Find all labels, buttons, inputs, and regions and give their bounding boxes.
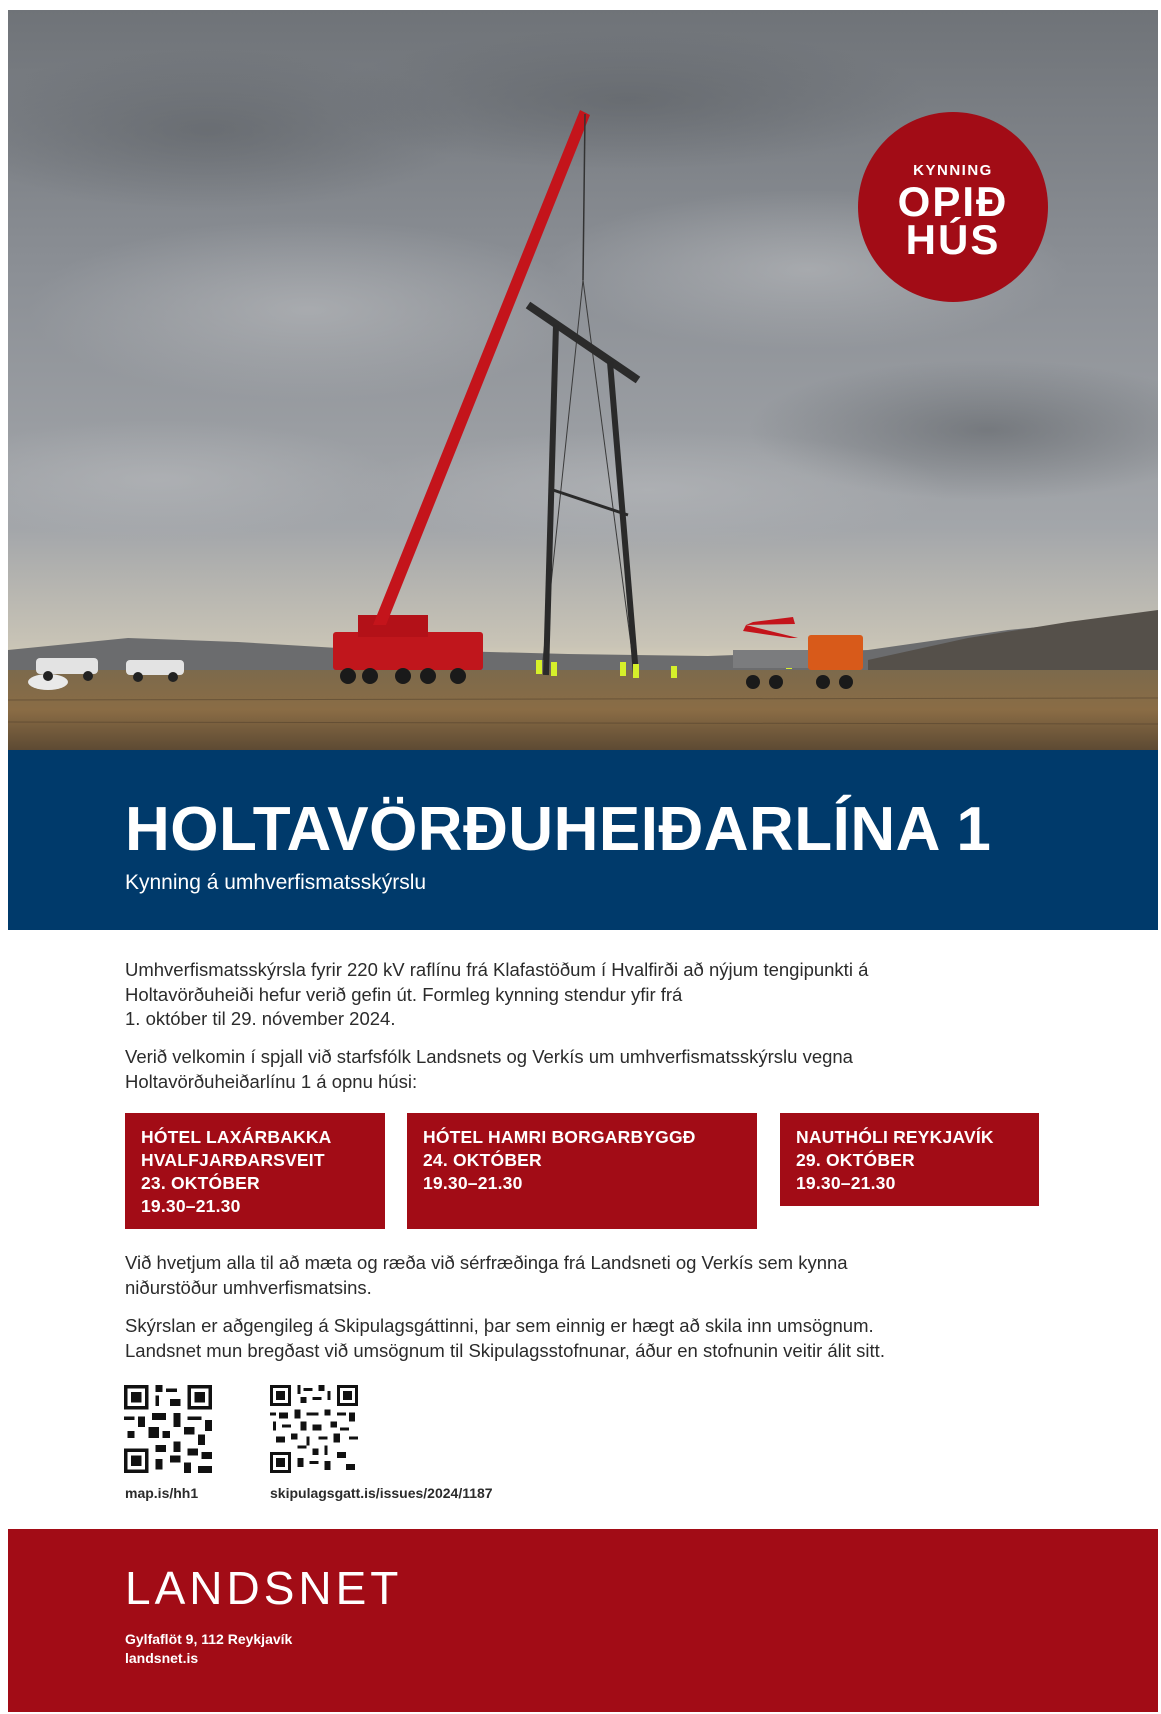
- hero-photo: [8, 10, 1158, 750]
- qr-label-skipulagsgatt[interactable]: skipulagsgatt.is/issues/2024/1187: [270, 1485, 493, 1501]
- event-card-hamar: [407, 1113, 757, 1229]
- event-place: HÓTEL LAXÁRBAKKA: [141, 1127, 332, 1147]
- event-date: 24. OKTÓBER: [423, 1150, 542, 1170]
- event-time: 19.30–21.30: [796, 1173, 896, 1193]
- intro-line: Umhverfismatsskýrsla fyrir 220 kV raflínu frá Klafastöðum í Hvalfirði að nýjum tengipunkti á: [125, 959, 869, 980]
- badge-line-1: OPIÐ: [897, 178, 1009, 225]
- event-card-laxarbakki: [125, 1113, 385, 1229]
- encourage-line: Við hvetjum alla til að mæta og ræða við sérfræðinga frá Landsneti og Verkís sem kynna: [125, 1252, 848, 1273]
- invite-line: Holtavörðuheiðarlínu 1 á opnu húsi:: [125, 1070, 418, 1092]
- footer-address-block: [125, 1630, 292, 1668]
- event-place: HÓTEL HAMRI BORGARBYGGÐ: [423, 1127, 696, 1147]
- logo-text: LANDSNET: [125, 1564, 403, 1610]
- qr-code-map[interactable]: [124, 1385, 212, 1473]
- intro-line: Holtavörðuheiði hefur verið gefin út. Formleg kynning stendur yfir frá: [125, 983, 683, 1005]
- invite-line: Verið velkomin í spjall við starfsfólk Landsnets og Verkís um umhverfismatsskýrslu vegna: [125, 1046, 853, 1067]
- intro-paragraph: [125, 958, 955, 1032]
- qr-code-skipulagsgatt[interactable]: [270, 1385, 358, 1473]
- intro-line: 1. október til 29. nóvember 2024.: [125, 1008, 396, 1029]
- report-line: Landsnet mun bregðast við umsögnum til Skipulagsstofnunar, áður en stofnunin veitir álit sitt.: [125, 1339, 885, 1361]
- report-paragraph: [125, 1314, 955, 1363]
- badge-line-2: HÚS: [905, 216, 1001, 263]
- open-house-badge: [858, 112, 1048, 302]
- badge-kicker: KYNNING: [913, 162, 993, 179]
- qr-label-map[interactable]: map.is/hh1: [125, 1485, 199, 1501]
- page-title: HOLTAVÖRÐUHEIÐARLÍNA 1: [125, 795, 992, 864]
- encourage-paragraph: [125, 1251, 955, 1300]
- footer-website[interactable]: landsnet.is: [125, 1650, 199, 1666]
- footer: [8, 1529, 1158, 1712]
- event-card-nautholl: [780, 1113, 1039, 1206]
- event-place-region: HVALFJARÐARSVEIT: [141, 1150, 325, 1170]
- event-date: 23. OKTÓBER: [141, 1173, 260, 1193]
- event-place: NAUTHÓLI REYKJAVÍK: [796, 1127, 994, 1147]
- title-band: [8, 750, 1158, 930]
- landsnet-logo: [125, 1564, 435, 1610]
- event-time: 19.30–21.30: [141, 1196, 241, 1216]
- report-line: Skýrslan er aðgengileg á Skipulagsgáttinni, þar sem einnig er hægt að skila inn umsögnum.: [125, 1315, 874, 1336]
- event-date: 29. OKTÓBER: [796, 1150, 915, 1170]
- invite-paragraph: [125, 1045, 955, 1094]
- footer-address: Gylfaflöt 9, 112 Reykjavík: [125, 1631, 293, 1647]
- page-subtitle: Kynning á umhverfismatsskýrslu: [125, 871, 427, 894]
- encourage-line: niðurstöður umhverfismatsins.: [125, 1276, 372, 1298]
- event-time: 19.30–21.30: [423, 1173, 523, 1193]
